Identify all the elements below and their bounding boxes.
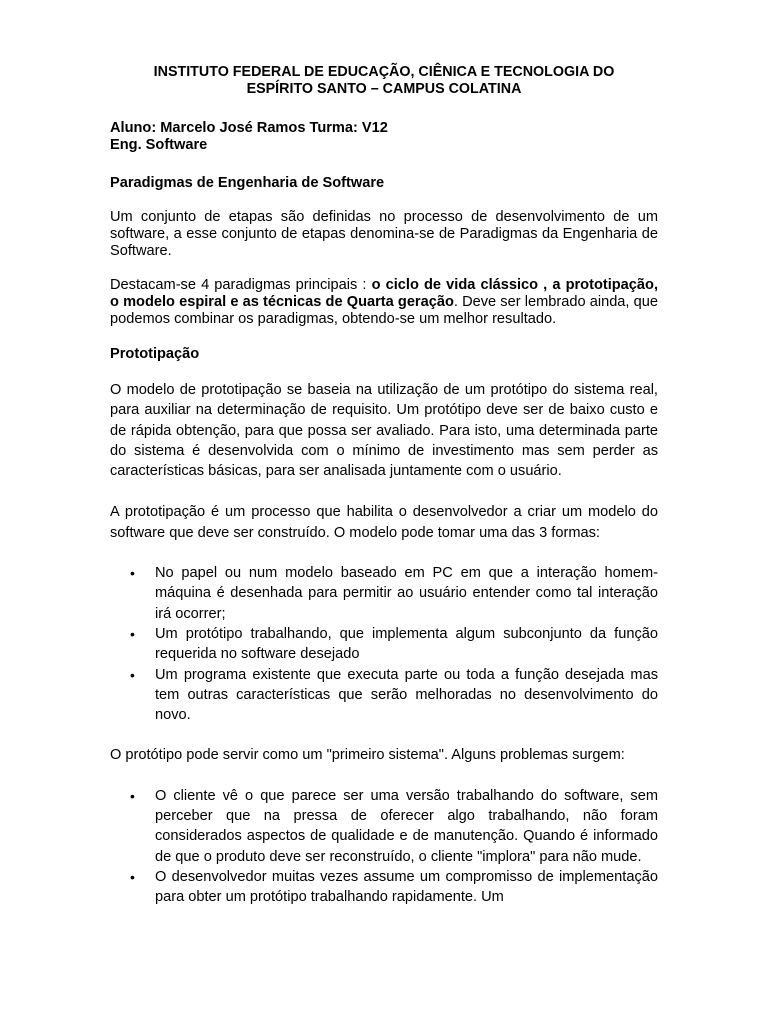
section-heading-prototipacao: Prototipação — [110, 346, 200, 362]
list-item-text: O desenvolvedor muitas vezes assume um compromisso de implementação para obter um protótipo trabalhando rapidamente. Um — [155, 868, 658, 906]
author-block — [110, 120, 658, 154]
list-item — [110, 563, 658, 624]
paragraph-text-start: Destacam-se 4 paradigmas principais : — [110, 277, 372, 293]
list-item-text: No papel ou num modelo baseado em PC em que a interação homem-máquina é desenhada para permitir ao usuário entender como tal interação irá ocorrer; — [155, 565, 658, 622]
author-line-2: Eng. Software — [110, 137, 208, 153]
list-item — [110, 624, 658, 665]
forms-list — [110, 563, 658, 725]
title-line-2: ESPÍRITO SANTO – CAMPUS COLATINA — [246, 81, 522, 97]
problems-list — [110, 786, 658, 908]
title-line-1: INSTITUTO FEDERAL DE EDUCAÇÃO, CIÊNICA E TECNOLOGIA DO — [153, 64, 615, 80]
paragraph-prototipacao-intro: O modelo de prototipação se baseia na utilização de um protótipo do sistema real, para auxiliar na determinação de requisito. Um protótipo deve ser de baixo custo e de rápida obtenção, para que possa ser avaliado. Para isto, uma determinada parte do sistema é desenvolvida com o mínimo de investimento mas sem perder as características básicas, para ser analisada juntamente com o usuário. — [110, 382, 658, 480]
list-item — [110, 867, 658, 908]
bullet-icon: • — [130, 787, 135, 804]
bullet-icon: • — [130, 565, 135, 582]
list-item-text: Um programa existente que executa parte ou toda a função desejada mas tem outras características que serão melhoradas no desenvolvimento do novo. — [155, 666, 658, 724]
list-item — [110, 665, 658, 726]
paragraph-problems-intro: O protótipo pode servir como um "primeiro sistema". Alguns problemas surgem: — [110, 747, 625, 764]
document-header — [110, 64, 658, 98]
list-item-text: Um protótipo trabalhando, que implementa algum subconjunto da função requerida no software desejado — [155, 625, 658, 663]
bullet-icon: • — [130, 666, 135, 683]
paragraph-text-end: . Deve ser lembrado ainda, que podemos combinar os paradigmas, obtendo-se um melhor resultado. — [110, 294, 658, 327]
paragraph-text-bold: o ciclo de vida clássico , a prototipação, o modelo espiral e as técnicas de Quarta geração — [110, 277, 659, 310]
list-item-text: O cliente vê o que parece ser uma versão trabalhando do software, sem perceber que na pressa de oferecer algo trabalhando, não foram considerados aspectos de qualidade e de manutenção. Quando é informado de que o produto deve ser reconstruído, o cliente "implora" para não mude. — [155, 787, 658, 865]
author-line-1: Aluno: Marcelo José Ramos Turma: V12 — [110, 120, 388, 136]
bullet-icon: • — [130, 868, 135, 885]
paragraph-paradigmas-intro: Um conjunto de etapas são definidas no processo de desenvolvimento de um software, a esse conjunto de etapas denomina-se de Paradigmas da Engenharia de Software. — [110, 209, 658, 259]
paragraph-paradigmas-list — [110, 277, 658, 328]
section-heading-paradigmas: Paradigmas de Engenharia de Software — [110, 175, 385, 191]
bullet-icon: • — [130, 625, 135, 642]
list-item — [110, 786, 658, 867]
paragraph-prototipacao-forms-intro: A prototipação é um processo que habilita o desenvolvedor a criar um modelo do software que deve ser construído. O modelo pode tomar uma das 3 formas: — [110, 504, 658, 541]
